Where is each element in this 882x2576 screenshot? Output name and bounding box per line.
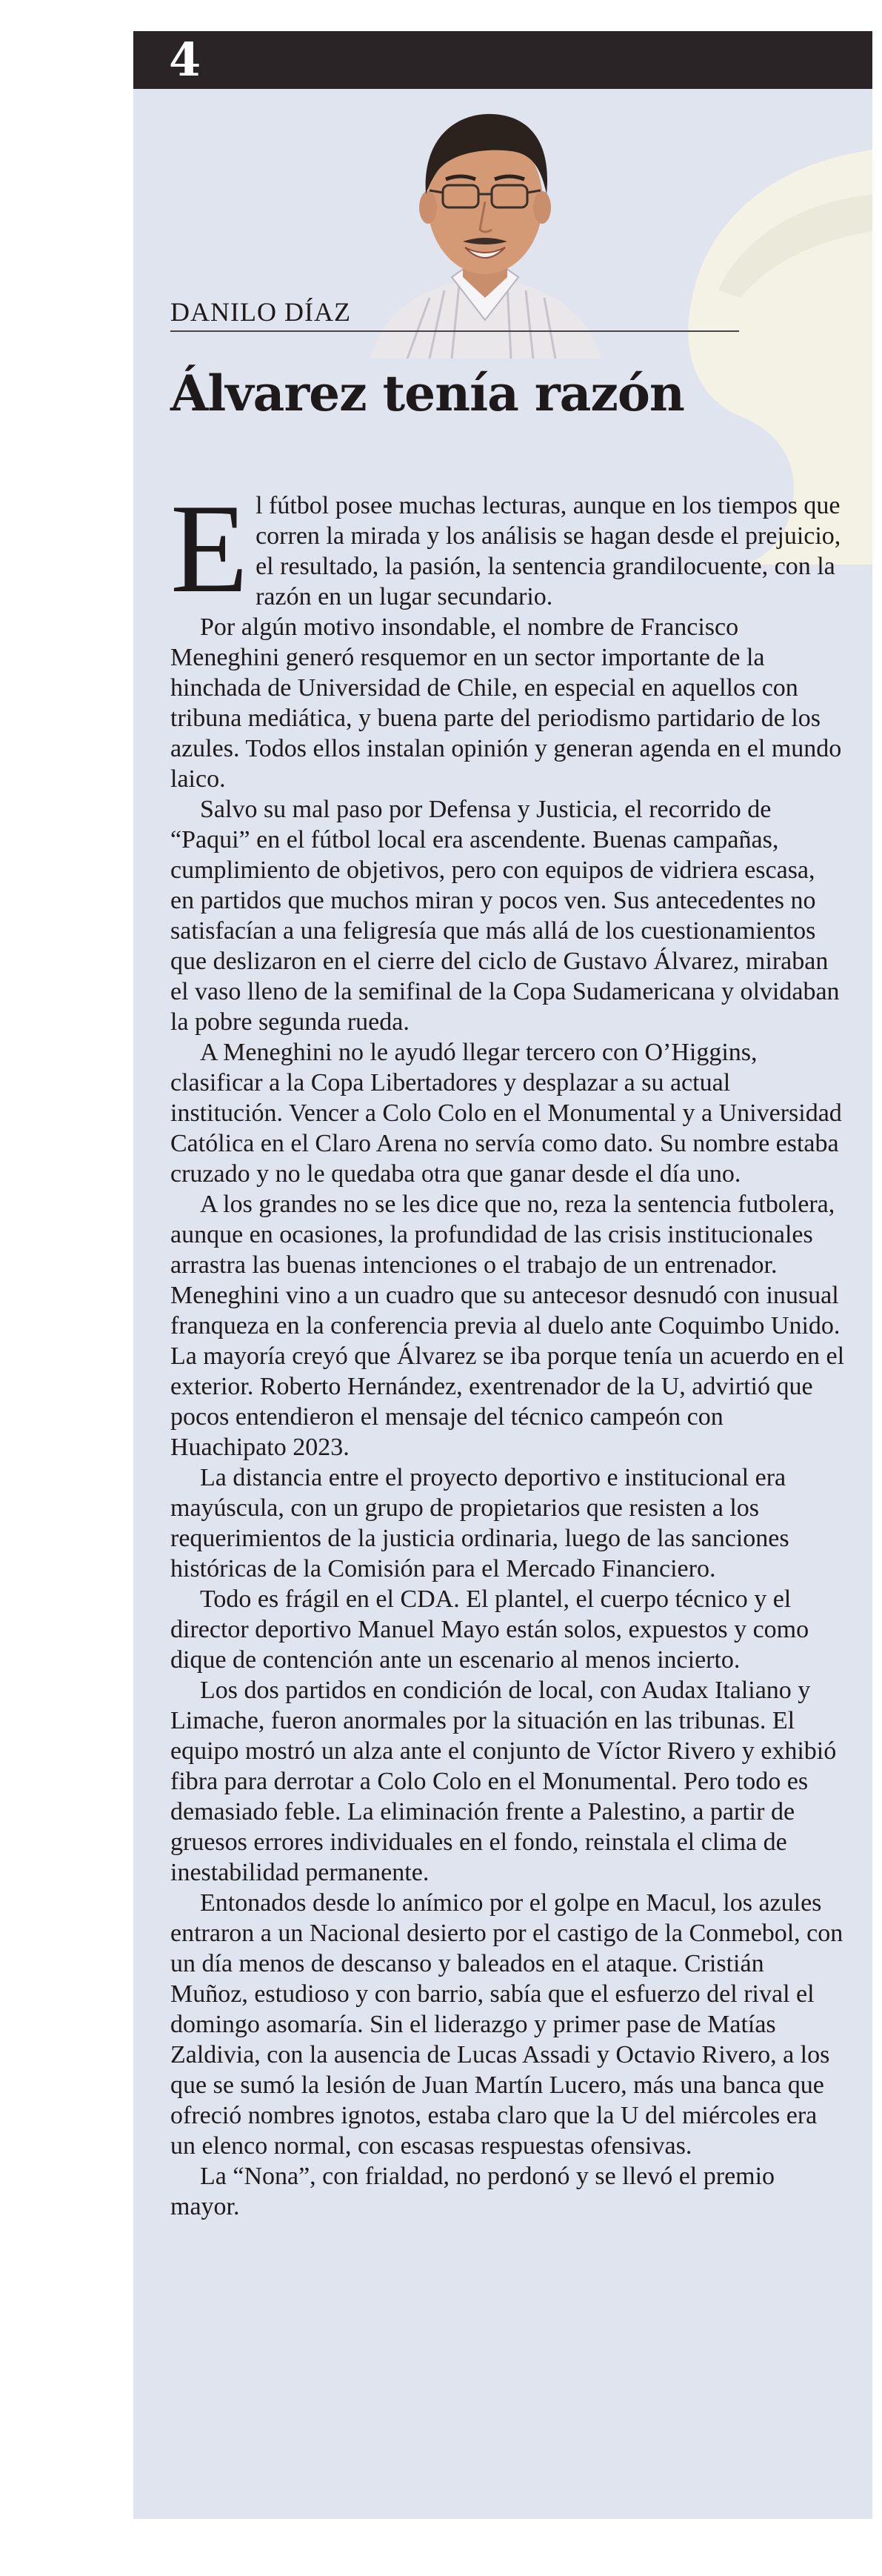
- lead-text: l fútbol posee muchas lecturas, aunque en los tiempos que corren la mirada y los análisis se hagan desde el prejuicio, el resultado, la pasión, la sentencia grandilocuente, con la razón en un lugar secundario.: [255, 492, 841, 610]
- page-number: 4: [169, 33, 201, 87]
- opinion-column: [133, 31, 872, 2519]
- body-paragraph: Todo es frágil en el CDA. El plantel, el cuerpo técnico y el director deportivo Manuel Mayo están solos, expuestos y como dique de contención ante un escenario al menos incierto.: [170, 1585, 809, 1674]
- byline-divider: [170, 330, 739, 332]
- body-paragraph: Entonados desde lo anímico por el golpe en Macul, los azules entraron a un Nacional desierto por el castigo de la Conmebol, con un día menos de descanso y baleados en el ataque. Cristián Muñoz, estudioso y con barrio, sabía que el esfuerzo del rival el domingo asomaría. Sin el liderazgo y primer pase de Matías Zaldivia, con la ausencia de Lucas Assadi y Octavio Rivero, a los que se sumó la lesión de Juan Martín Lucero, más una banca que ofreció nombres ignotos, estaba claro que la U del miércoles era un elenco normal, con escasas respuestas ofensivas.: [170, 1889, 843, 2160]
- article-body: [170, 479, 845, 2222]
- article-headline: Álvarez tenía razón: [170, 365, 684, 422]
- lead-paragraph: [170, 479, 844, 619]
- body-paragraph: Salvo su mal paso por Defensa y Justicia, el recorrido de “Paqui” en el fútbol local era ascendente. Buenas campañas, cumplimiento de objetivos, pero con equipos de vidriera escasa, en partidos que muchos miran y pocos ven. Sus antecedentes no satisfacían a una feligresía que más allá de los cuestionamientos que deslizaron en el cierre del ciclo de Gustavo Álvarez, miraban el vaso lleno de la semifinal de la Copa Sudamericana y olvidaban la pobre segunda rueda.: [170, 796, 840, 1036]
- author-portrait: [363, 83, 607, 359]
- author-byline: DANILO DÍAZ: [170, 297, 351, 327]
- body-paragraph: A los grandes no se les dice que no, reza la sentencia futbolera, aunque en ocasiones, la profundidad de las crisis institucionales arrastra las buenas intenciones o el trabajo de un entrenador. Meneghini vino a un cuadro que su antecesor desnudó con inusual franqueza en la conferencia previa al duelo ante Coquimbo Unido. La mayoría creyó que Álvarez se iba porque tenía un acuerdo en el exterior. Roberto Hernández, exentrenador de la U, advirtió que pocos entendieron el mensaje del técnico campeón con Huachipato 2023.: [170, 1191, 845, 1461]
- body-paragraph: Por algún motivo insondable, el nombre de Francisco Meneghini generó resquemor en un sector importante de la hinchada de Universidad de Chile, en especial en aquellos con tribuna mediática, y buena parte del periodismo partidario de los azules. Todos ellos instalan opinión y generan agenda en el mundo laico.: [170, 613, 842, 793]
- closing-paragraph: La “Nona”, con frialdad, no perdonó y se llevó el premio mayor.: [170, 2163, 775, 2220]
- body-paragraph: Los dos partidos en condición de local, con Audax Italiano y Limache, fueron anormales por la situación en las tribunas. El equipo mostró un alza ante el conjunto de Víctor Rivero y exhibió fibra para derrotar a Colo Colo en el Monumental. Pero todo es demasiado feble. La eliminación frente a Palestino, a partir de gruesos errores individuales en el fondo, reinstala el clima de inestabilidad permanente.: [170, 1677, 837, 1886]
- body-paragraph: La distancia entre el proyecto deportivo e institucional era mayúscula, con un grupo de propietarios que resisten a los requerimientos de la justicia ordinaria, luego de las sanciones históricas de la Comisión para el Mercado Financiero.: [170, 1464, 789, 1582]
- drop-cap: E: [170, 479, 249, 619]
- page-header-bar: [133, 31, 872, 89]
- body-paragraph: A Meneghini no le ayudó llegar tercero con O’Higgins, clasificar a la Copa Libertadores y desplazar a su actual institución. Vencer a Colo Colo en el Monumental y a Universidad Católica en el Claro Arena no servía como dato. Su nombre estaba cruzado y no le quedaba otra que ganar desde el día uno.: [170, 1039, 842, 1188]
